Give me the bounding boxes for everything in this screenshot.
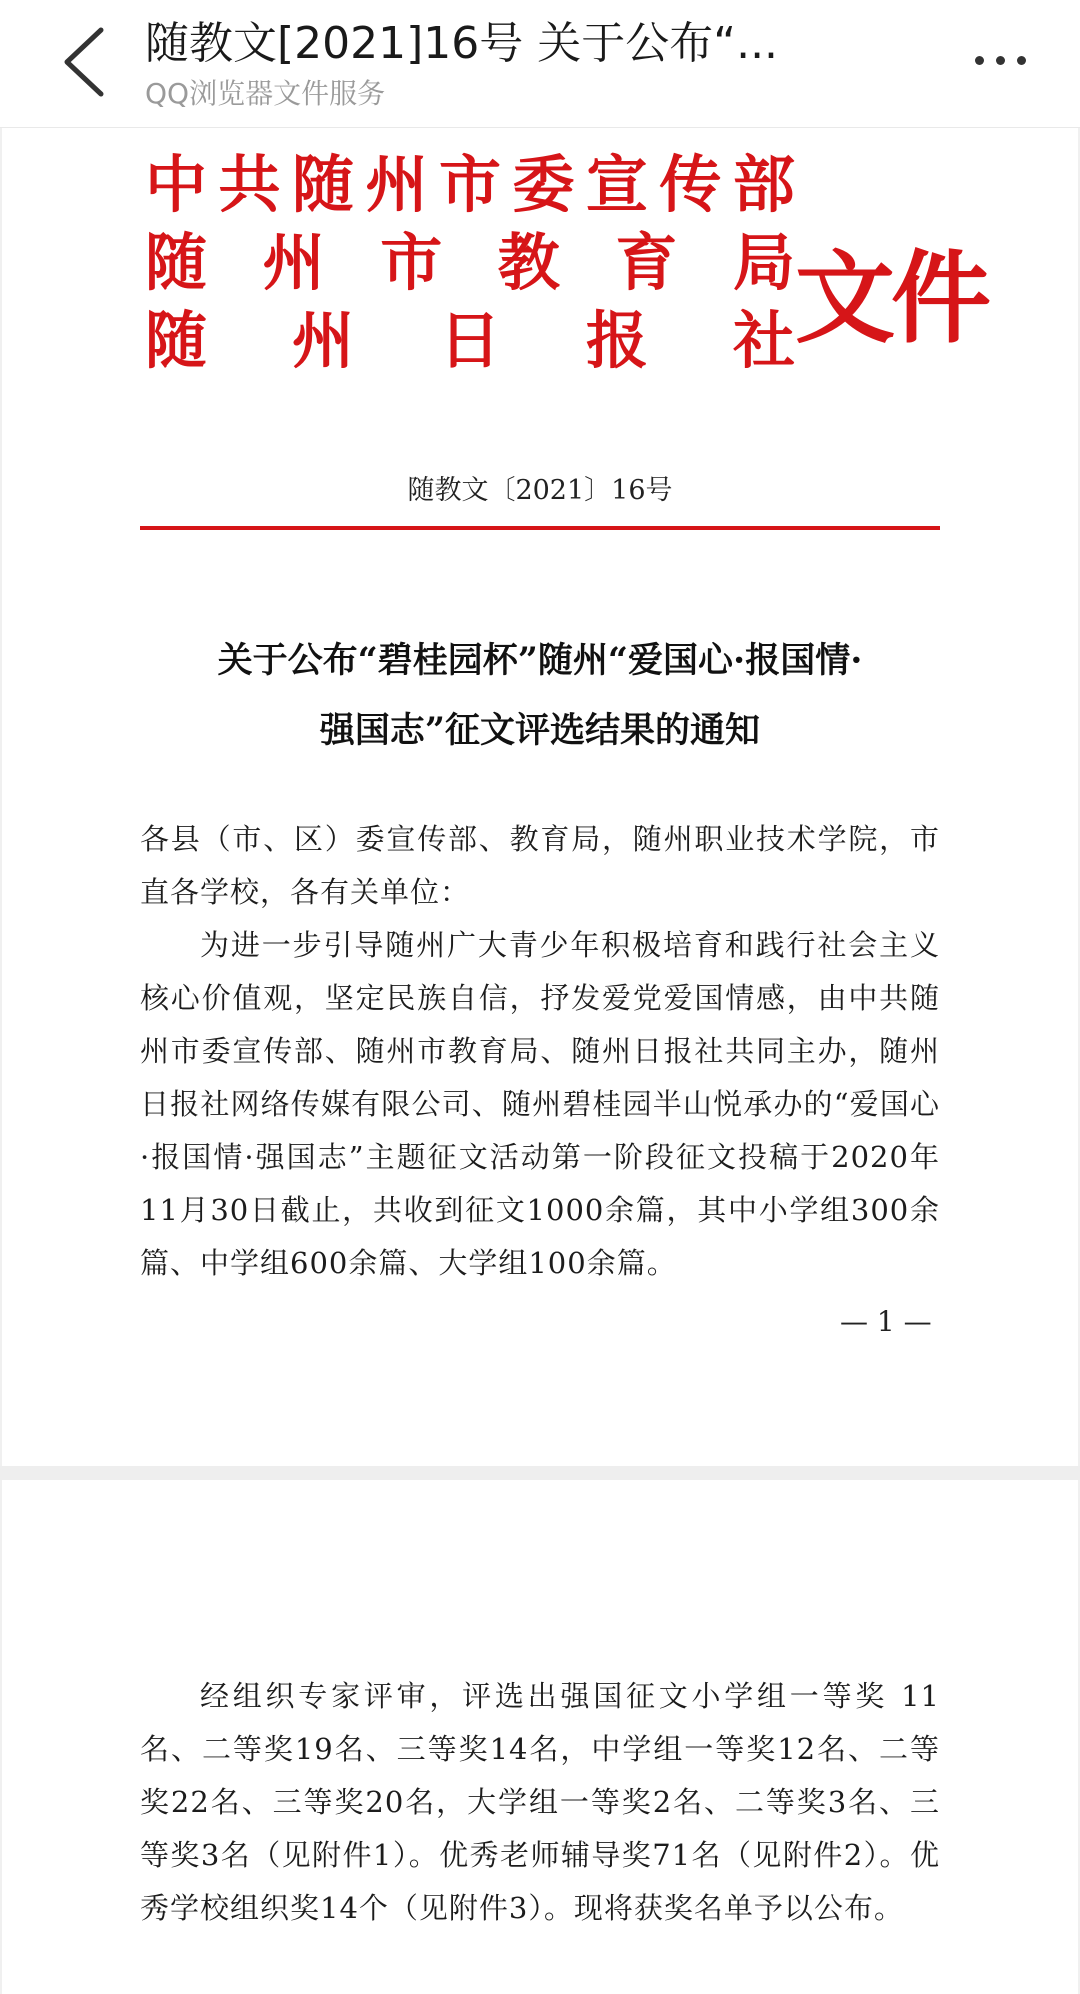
header-char: 随 (291, 148, 354, 221)
header-char: 中 (145, 148, 208, 221)
header-char: 市 (380, 226, 443, 299)
header-char: 共 (218, 148, 281, 221)
more-options-button[interactable] (960, 40, 1040, 80)
header-char: 州 (365, 148, 428, 221)
header-char: 随 (145, 304, 208, 377)
chevron-left-icon (55, 22, 115, 102)
header-char: 随 (145, 226, 208, 299)
header-char: 日 (438, 304, 501, 377)
header-char: 社 (732, 304, 795, 377)
page-title: 随教文[2021]16号 关于公布“... (145, 18, 779, 69)
notice-title (140, 626, 940, 766)
page-subtitle: QQ浏览器文件服务 (145, 77, 386, 110)
document-page-2 (0, 1480, 1080, 1994)
header-char: 市 (438, 148, 501, 221)
header-line-1 (145, 150, 795, 220)
header-char: 宣 (585, 148, 648, 221)
page-border (0, 1480, 2, 1994)
page-separator (0, 1466, 1080, 1480)
header-char: 部 (732, 148, 795, 221)
back-button[interactable] (55, 22, 115, 102)
header-line-3 (145, 306, 795, 376)
page-number: — 1 — (840, 1305, 932, 1338)
document-page-1 (0, 128, 1080, 1466)
paragraph-1: 为进一步引导随州广大青少年积极培育和践行社会主义核心价值观，坚定民族自信，抒发爱党爱国情感，由中共随州市委宣传部、随州市教育局、随州日报社共同主办，随州日报社网络传媒有限公司、随州碧桂园半山悦承办的“爱国心·报国情·强国志”主题征文活动第一阶段征文投稿于2020年11月30日截止，共收到征文1000余篇，其中小学组300余篇、中学组600余篇、大学组100余篇。 (140, 928, 940, 1280)
header-char: 报 (585, 304, 648, 377)
page-border (0, 128, 2, 1466)
header-char: 局 (732, 226, 795, 299)
header-line-2 (145, 228, 795, 298)
more-dot-icon (1017, 56, 1026, 65)
header-char: 育 (615, 226, 678, 299)
salutation: 各县（市、区）委宣传部、教育局，随州职业技术学院，市直各学校，各有关单位： (140, 822, 940, 909)
header-char: 委 (512, 148, 575, 221)
title-block (145, 14, 905, 112)
more-dot-icon (975, 56, 984, 65)
paragraph-2: 经组织专家评审，评选出强国征文小学组一等奖 11 名、二等奖19名、三等奖14名，中学组一等奖12名、二等奖22名、三等奖20名，大学组一等奖2名、二等奖3名、三等奖3名（见附件1）。优秀老师辅导奖71名（见附件2）。优秀学校组织奖14个（见附件3）。现将获奖名单予以公布。 (140, 1679, 940, 1925)
more-dot-icon (996, 56, 1005, 65)
header-suffix-wenjian: 文件 (795, 239, 987, 357)
document-number: 随教文〔2021〕16号 (407, 475, 673, 506)
header-char: 州 (291, 304, 354, 377)
notice-title-line-2: 强国志”征文评选结果的通知 (319, 710, 761, 751)
header-char: 传 (659, 148, 722, 221)
red-divider (140, 526, 940, 530)
top-bar (0, 0, 1080, 128)
header-char: 州 (262, 226, 325, 299)
notice-title-line-1: 关于公布“碧桂园杯”随州“爱国心·报国情· (217, 640, 863, 681)
header-char: 教 (497, 226, 560, 299)
